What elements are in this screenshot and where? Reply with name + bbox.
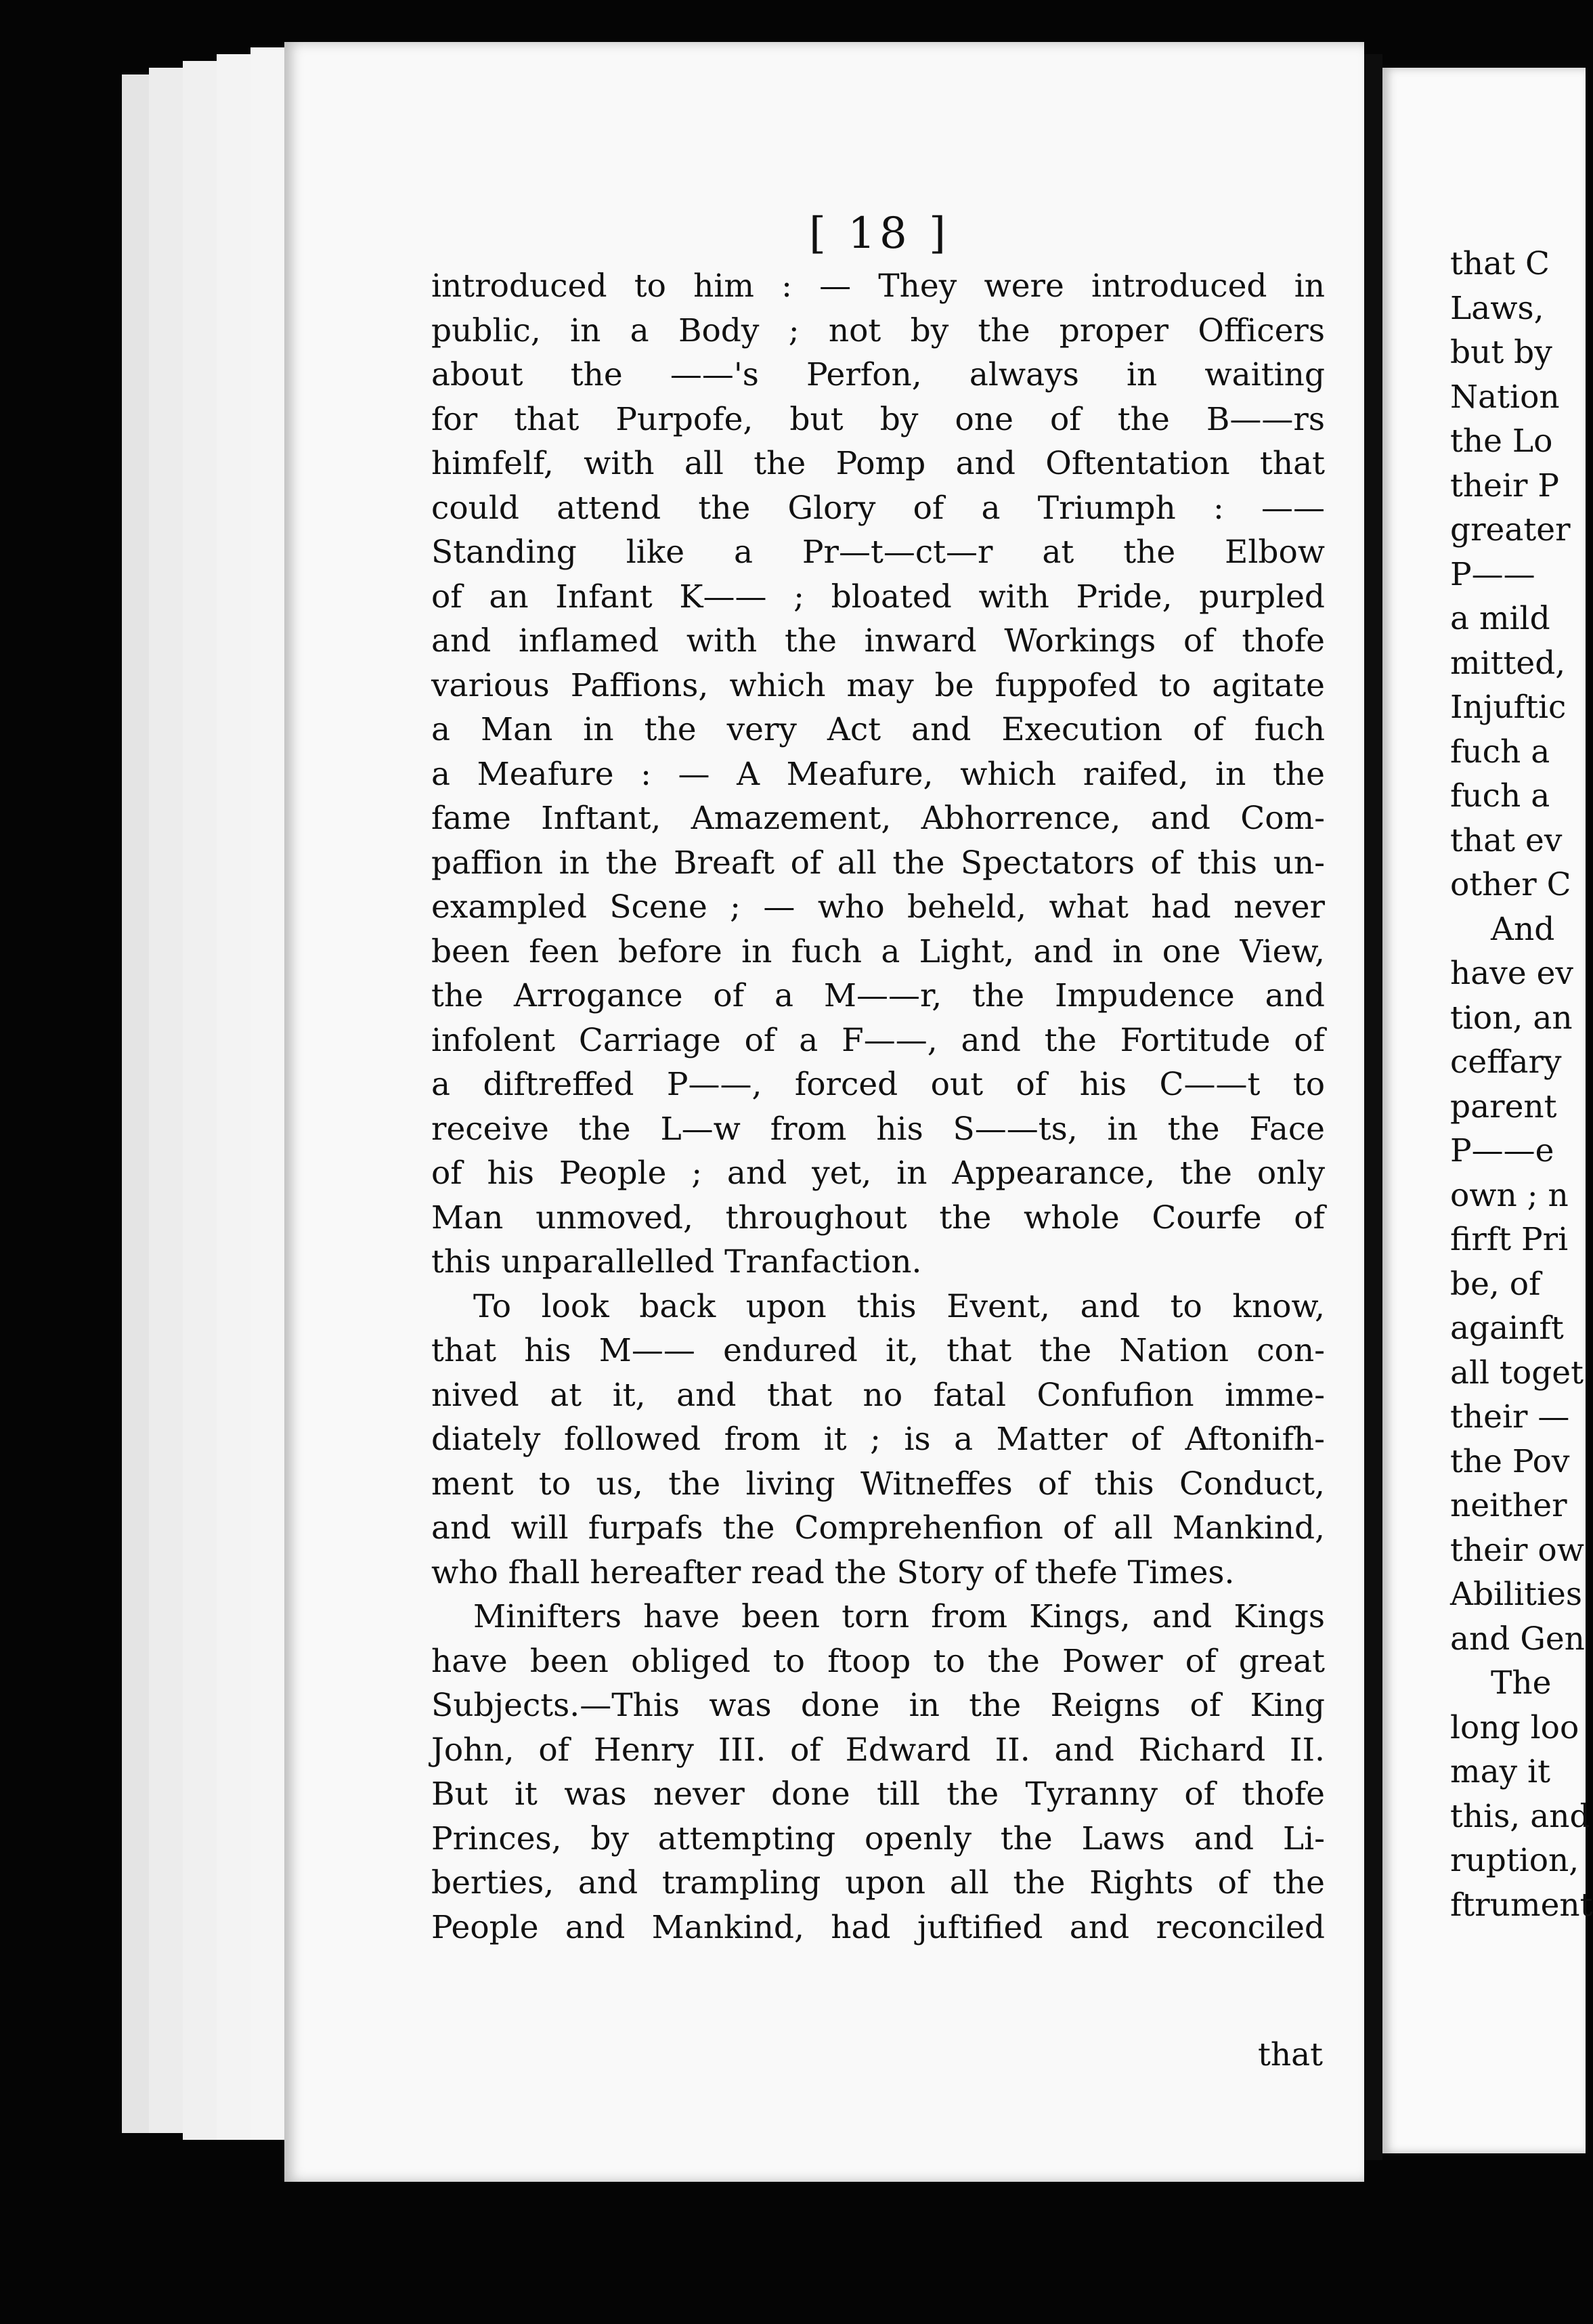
text-line: this unparallelled Tranfaction. [431, 1243, 922, 1281]
text-line: Abilities [1450, 1576, 1582, 1613]
text-line: mitted, [1450, 644, 1566, 682]
text-line: and inflamed with the inward Workings of thofe [431, 622, 1325, 660]
text-line: firft Pri [1450, 1221, 1569, 1258]
text-line: the Arrogance of a M——r, the Impudence and [431, 977, 1325, 1014]
text-line: various Paffions, which may be fuppofed to agitate [431, 666, 1325, 704]
text-line: their ow [1450, 1531, 1584, 1569]
text-line: a Man in the very Act and Execution of fuch [431, 711, 1325, 748]
text-line: have ev [1450, 955, 1573, 992]
text-line: Standing like a Pr—t—ct—r at the Elbow [431, 534, 1325, 571]
text-line: ftrument [1450, 1886, 1593, 1924]
text-line: exampled Scene ; — who beheld, what had never [431, 888, 1325, 926]
text-line: ceffary [1450, 1043, 1562, 1081]
text-line: And [1491, 910, 1555, 948]
text-line: a diftreffed P——, forced out of his C——t to [431, 1066, 1325, 1103]
text-line: and Gen [1450, 1620, 1585, 1658]
text-line: own ; n [1450, 1176, 1569, 1214]
left-page-body-text [431, 264, 1325, 1950]
text-line: could attend the Glory of a Triumph : —— [431, 489, 1325, 527]
text-line: but by [1450, 334, 1552, 371]
text-line: who fhall hereafter read the Story of thefe Times. [431, 1553, 1235, 1591]
text-line: Subjects.—This was done in the Reigns of King [431, 1687, 1325, 1724]
text-line: long loo [1450, 1708, 1579, 1746]
text-line: that his M—— endured it, that the Nation con- [431, 1332, 1325, 1369]
text-line: fuch a [1450, 777, 1550, 815]
text-line: this, and [1450, 1797, 1590, 1835]
text-line: may it [1450, 1753, 1550, 1790]
text-line: introduced to him : — They were introduced in [431, 267, 1325, 305]
text-line: diately followed from it ; is a Matter of Aftonifh- [431, 1421, 1325, 1458]
right-page-body-text [1450, 242, 1593, 1927]
text-line: the Lo [1450, 423, 1553, 460]
text-line: receive the L—w from his S——ts, in the Face [431, 1110, 1325, 1148]
text-line: People and Mankind, had juftified and reconciled [431, 1908, 1325, 1946]
text-line: John, of Henry III. of Edward II. and Richard II. [431, 1731, 1325, 1769]
text-line: Nation [1450, 378, 1560, 416]
text-line: the Pov [1450, 1442, 1570, 1480]
text-line: all toget [1450, 1354, 1584, 1392]
text-line: a Meafure : — A Meafure, which raifed, in the [431, 755, 1325, 793]
text-line: Minifters have been torn from Kings, and Kings [473, 1598, 1325, 1635]
text-line: that C [1450, 245, 1550, 282]
text-line: berties, and trampling upon all the Rights of the [431, 1864, 1325, 1901]
text-line: tion, an [1450, 999, 1573, 1037]
text-line: The [1491, 1664, 1552, 1702]
text-line: nived at it, and that no fatal Confufion imme- [431, 1376, 1325, 1414]
text-line: Princes, by attempting openly the Laws and Li- [431, 1820, 1325, 1857]
book-gutter [1364, 54, 1382, 2160]
text-line: of an Infant K—— ; bloated with Pride, purpled [431, 578, 1325, 616]
text-line: Laws, [1450, 289, 1544, 327]
text-line: of his People ; and yet, in Appearance, the only [431, 1155, 1325, 1192]
text-line: infolent Carriage of a F——, and the Fortitude of [431, 1021, 1325, 1059]
text-line: public, in a Body ; not by the proper Officers [431, 311, 1325, 349]
text-line: P—— [1450, 555, 1535, 593]
text-line: fame Inftant, Amazement, Abhorrence, and Com- [431, 800, 1325, 837]
text-line: But it was never done till the Tyranny of thofe [431, 1776, 1325, 1813]
text-line: himfelf, with all the Pomp and Oftentation that [431, 445, 1325, 482]
text-line: about the ——'s Perfon, always in waiting [431, 356, 1325, 393]
text-line: To look back upon this Event, and to know, [473, 1287, 1325, 1325]
text-line: Man unmoved, throughout the whole Courfe of [431, 1199, 1325, 1236]
text-line: their — [1450, 1398, 1570, 1436]
catchword: that [1258, 2036, 1324, 2073]
text-line: be, of [1450, 1265, 1541, 1303]
text-line: other C [1450, 866, 1571, 903]
text-line: for that Purpofe, but by one of the B——rs [431, 400, 1325, 438]
text-line: greater [1450, 511, 1571, 548]
text-line: ruption, [1450, 1842, 1579, 1879]
text-line: a mild [1450, 600, 1550, 637]
text-line: that ev [1450, 821, 1563, 859]
text-line: ment to us, the living Witneffes of this Conduct, [431, 1465, 1325, 1503]
text-line: their P [1450, 467, 1560, 504]
text-line: againft [1450, 1310, 1564, 1347]
text-line: have been obliged to ftoop to the Power of great [431, 1642, 1325, 1680]
text-line: paffion in the Breaft of all the Spectators of this un- [431, 844, 1325, 882]
text-line: parent [1450, 1088, 1557, 1125]
text-line: P——e [1450, 1132, 1554, 1169]
page-number: [ 18 ] [809, 209, 951, 259]
text-line: been feen before in fuch a Light, and in one View, [431, 932, 1325, 970]
text-line: fuch a [1450, 733, 1550, 771]
text-line: and will furpafs the Comprehenfion of all Mankind, [431, 1509, 1325, 1547]
text-line: Injuftic [1450, 689, 1567, 726]
text-line: neither [1450, 1487, 1567, 1524]
